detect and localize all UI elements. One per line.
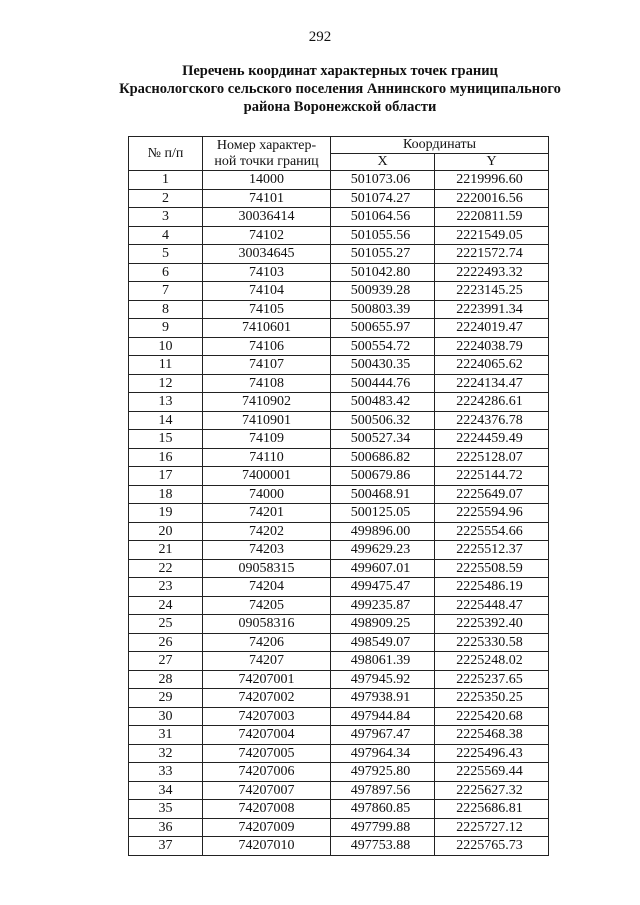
coord-y: 2221549.05 bbox=[435, 226, 549, 245]
coord-y: 2225448.47 bbox=[435, 596, 549, 615]
row-number: 7 bbox=[129, 282, 203, 301]
coord-x: 500803.39 bbox=[331, 300, 435, 319]
coord-y: 2220016.56 bbox=[435, 189, 549, 208]
title-line-1: Перечень координат характерных точек границ bbox=[182, 63, 498, 79]
point-number: 74207008 bbox=[203, 800, 331, 819]
table-row bbox=[129, 245, 549, 264]
coord-y: 2223991.34 bbox=[435, 300, 549, 319]
header-number: № п/п bbox=[129, 137, 203, 171]
table-row bbox=[129, 411, 549, 430]
header-x: X bbox=[331, 154, 435, 171]
coord-x: 500444.76 bbox=[331, 374, 435, 393]
point-number: 74206 bbox=[203, 633, 331, 652]
coord-y: 2225144.72 bbox=[435, 467, 549, 486]
coord-y: 2223145.25 bbox=[435, 282, 549, 301]
table-row bbox=[129, 300, 549, 319]
row-number: 1 bbox=[129, 171, 203, 190]
coord-x: 498061.39 bbox=[331, 652, 435, 671]
row-number: 12 bbox=[129, 374, 203, 393]
coord-x: 500686.82 bbox=[331, 448, 435, 467]
point-number: 7410902 bbox=[203, 393, 331, 412]
row-number: 27 bbox=[129, 652, 203, 671]
table-row bbox=[129, 689, 549, 708]
header-point-line-1: Номер характер- bbox=[216, 137, 317, 153]
coord-y: 2219996.60 bbox=[435, 171, 549, 190]
point-number: 74106 bbox=[203, 337, 331, 356]
coord-y: 2224038.79 bbox=[435, 337, 549, 356]
coordinates-table bbox=[128, 136, 549, 856]
table-row bbox=[129, 522, 549, 541]
row-number: 22 bbox=[129, 559, 203, 578]
point-number: 74107 bbox=[203, 356, 331, 375]
table-row bbox=[129, 189, 549, 208]
row-number: 21 bbox=[129, 541, 203, 560]
row-number: 37 bbox=[129, 837, 203, 856]
coord-x: 497799.88 bbox=[331, 818, 435, 837]
row-number: 36 bbox=[129, 818, 203, 837]
table-header bbox=[129, 137, 549, 171]
coord-y: 2225237.65 bbox=[435, 670, 549, 689]
point-number: 74207005 bbox=[203, 744, 331, 763]
row-number: 25 bbox=[129, 615, 203, 634]
coord-x: 497944.84 bbox=[331, 707, 435, 726]
point-number: 74207 bbox=[203, 652, 331, 671]
point-number: 7400001 bbox=[203, 467, 331, 486]
coord-x: 499607.01 bbox=[331, 559, 435, 578]
coord-y: 2225420.68 bbox=[435, 707, 549, 726]
point-number: 74207001 bbox=[203, 670, 331, 689]
table-row bbox=[129, 430, 549, 449]
coord-x: 497938.91 bbox=[331, 689, 435, 708]
point-number: 74207002 bbox=[203, 689, 331, 708]
header-y: Y bbox=[435, 154, 549, 171]
coord-y: 2221572.74 bbox=[435, 245, 549, 264]
table-row bbox=[129, 448, 549, 467]
coord-x: 497753.88 bbox=[331, 837, 435, 856]
table-row bbox=[129, 652, 549, 671]
row-number: 6 bbox=[129, 263, 203, 282]
coord-x: 501074.27 bbox=[331, 189, 435, 208]
table-row bbox=[129, 504, 549, 523]
row-number: 18 bbox=[129, 485, 203, 504]
point-number: 74104 bbox=[203, 282, 331, 301]
coord-x: 497964.34 bbox=[331, 744, 435, 763]
table-row bbox=[129, 763, 549, 782]
coord-y: 2225765.73 bbox=[435, 837, 549, 856]
coord-y: 2224286.61 bbox=[435, 393, 549, 412]
document-title bbox=[60, 62, 620, 116]
coord-x: 497897.56 bbox=[331, 781, 435, 800]
table-row bbox=[129, 485, 549, 504]
row-number: 2 bbox=[129, 189, 203, 208]
point-number: 74207009 bbox=[203, 818, 331, 837]
row-number: 14 bbox=[129, 411, 203, 430]
coord-x: 500939.28 bbox=[331, 282, 435, 301]
table-row bbox=[129, 393, 549, 412]
coord-y: 2224459.49 bbox=[435, 430, 549, 449]
coord-y: 2225508.59 bbox=[435, 559, 549, 578]
coord-x: 500679.86 bbox=[331, 467, 435, 486]
coord-x: 499629.23 bbox=[331, 541, 435, 560]
coord-y: 2225392.40 bbox=[435, 615, 549, 634]
point-number: 7410601 bbox=[203, 319, 331, 338]
row-number: 8 bbox=[129, 300, 203, 319]
coord-x: 500483.42 bbox=[331, 393, 435, 412]
coord-x: 501073.06 bbox=[331, 171, 435, 190]
coord-y: 2225594.96 bbox=[435, 504, 549, 523]
point-number: 74205 bbox=[203, 596, 331, 615]
point-number: 74202 bbox=[203, 522, 331, 541]
row-number: 35 bbox=[129, 800, 203, 819]
coord-y: 2224065.62 bbox=[435, 356, 549, 375]
coord-y: 2225727.12 bbox=[435, 818, 549, 837]
coord-x: 501064.56 bbox=[331, 208, 435, 227]
table-row bbox=[129, 319, 549, 338]
row-number: 28 bbox=[129, 670, 203, 689]
coord-y: 2225649.07 bbox=[435, 485, 549, 504]
point-number: 30034645 bbox=[203, 245, 331, 264]
point-number: 74109 bbox=[203, 430, 331, 449]
row-number: 10 bbox=[129, 337, 203, 356]
coord-x: 500125.05 bbox=[331, 504, 435, 523]
point-number: 74102 bbox=[203, 226, 331, 245]
coord-x: 500527.34 bbox=[331, 430, 435, 449]
header-point-number bbox=[203, 137, 331, 171]
row-number: 5 bbox=[129, 245, 203, 264]
table-row bbox=[129, 615, 549, 634]
coord-y: 2225496.43 bbox=[435, 744, 549, 763]
coord-x: 501042.80 bbox=[331, 263, 435, 282]
coord-y: 2225128.07 bbox=[435, 448, 549, 467]
coord-y: 2225486.19 bbox=[435, 578, 549, 597]
coord-x: 499475.47 bbox=[331, 578, 435, 597]
point-number: 74110 bbox=[203, 448, 331, 467]
row-number: 34 bbox=[129, 781, 203, 800]
table-row bbox=[129, 837, 549, 856]
table-row bbox=[129, 282, 549, 301]
coord-y: 2225512.37 bbox=[435, 541, 549, 560]
coord-y: 2225569.44 bbox=[435, 763, 549, 782]
coord-x: 500655.97 bbox=[331, 319, 435, 338]
coord-y: 2225468.38 bbox=[435, 726, 549, 745]
table-row bbox=[129, 263, 549, 282]
coord-x: 497925.80 bbox=[331, 763, 435, 782]
coord-x: 499896.00 bbox=[331, 522, 435, 541]
coord-x: 500554.72 bbox=[331, 337, 435, 356]
point-number: 09058315 bbox=[203, 559, 331, 578]
coord-x: 497967.47 bbox=[331, 726, 435, 745]
row-number: 3 bbox=[129, 208, 203, 227]
coord-x: 498909.25 bbox=[331, 615, 435, 634]
table-row bbox=[129, 226, 549, 245]
point-number: 74203 bbox=[203, 541, 331, 560]
table-row bbox=[129, 633, 549, 652]
table-row bbox=[129, 744, 549, 763]
table-row bbox=[129, 541, 549, 560]
point-number: 74103 bbox=[203, 263, 331, 282]
coord-y: 2225350.25 bbox=[435, 689, 549, 708]
row-number: 4 bbox=[129, 226, 203, 245]
table-row bbox=[129, 356, 549, 375]
table-row bbox=[129, 800, 549, 819]
coord-y: 2224376.78 bbox=[435, 411, 549, 430]
title-line-3: района Воронежской области bbox=[243, 99, 437, 115]
point-number: 74207003 bbox=[203, 707, 331, 726]
coord-x: 501055.27 bbox=[331, 245, 435, 264]
coord-x: 500468.91 bbox=[331, 485, 435, 504]
table-row bbox=[129, 596, 549, 615]
row-number: 32 bbox=[129, 744, 203, 763]
coord-x: 497945.92 bbox=[331, 670, 435, 689]
row-number: 23 bbox=[129, 578, 203, 597]
point-number: 30036414 bbox=[203, 208, 331, 227]
point-number: 09058316 bbox=[203, 615, 331, 634]
row-number: 33 bbox=[129, 763, 203, 782]
row-number: 17 bbox=[129, 467, 203, 486]
coord-x: 501055.56 bbox=[331, 226, 435, 245]
point-number: 74207007 bbox=[203, 781, 331, 800]
table-row bbox=[129, 781, 549, 800]
table-row bbox=[129, 337, 549, 356]
table-row bbox=[129, 707, 549, 726]
header-point-line-2: ной точки границ bbox=[214, 153, 319, 169]
row-number: 13 bbox=[129, 393, 203, 412]
row-number: 30 bbox=[129, 707, 203, 726]
point-number: 74207010 bbox=[203, 837, 331, 856]
table-row bbox=[129, 171, 549, 190]
coord-y: 2225248.02 bbox=[435, 652, 549, 671]
point-number: 74105 bbox=[203, 300, 331, 319]
title-line-2: Краснологского сельского поселения Аннинского муниципального bbox=[119, 81, 561, 97]
coord-x: 499235.87 bbox=[331, 596, 435, 615]
point-number: 74204 bbox=[203, 578, 331, 597]
coord-y: 2222493.32 bbox=[435, 263, 549, 282]
coord-x: 500430.35 bbox=[331, 356, 435, 375]
row-number: 20 bbox=[129, 522, 203, 541]
point-number: 74108 bbox=[203, 374, 331, 393]
coord-y: 2224134.47 bbox=[435, 374, 549, 393]
row-number: 11 bbox=[129, 356, 203, 375]
coord-x: 500506.32 bbox=[331, 411, 435, 430]
row-number: 26 bbox=[129, 633, 203, 652]
point-number: 14000 bbox=[203, 171, 331, 190]
row-number: 15 bbox=[129, 430, 203, 449]
coord-y: 2225554.66 bbox=[435, 522, 549, 541]
row-number: 16 bbox=[129, 448, 203, 467]
table-row bbox=[129, 559, 549, 578]
coord-y: 2224019.47 bbox=[435, 319, 549, 338]
table-row bbox=[129, 726, 549, 745]
coord-y: 2225627.32 bbox=[435, 781, 549, 800]
row-number: 29 bbox=[129, 689, 203, 708]
coord-y: 2225330.58 bbox=[435, 633, 549, 652]
table-row bbox=[129, 818, 549, 837]
point-number: 74201 bbox=[203, 504, 331, 523]
row-number: 19 bbox=[129, 504, 203, 523]
row-number: 24 bbox=[129, 596, 203, 615]
table-row bbox=[129, 578, 549, 597]
page-number: 292 bbox=[308, 29, 332, 45]
table-row bbox=[129, 208, 549, 227]
row-number: 31 bbox=[129, 726, 203, 745]
point-number: 74207004 bbox=[203, 726, 331, 745]
table-body bbox=[129, 171, 549, 856]
coord-y: 2220811.59 bbox=[435, 208, 549, 227]
coord-x: 497860.85 bbox=[331, 800, 435, 819]
table-row bbox=[129, 467, 549, 486]
coord-y: 2225686.81 bbox=[435, 800, 549, 819]
point-number: 74000 bbox=[203, 485, 331, 504]
coord-x: 498549.07 bbox=[331, 633, 435, 652]
point-number: 74207006 bbox=[203, 763, 331, 782]
point-number: 74101 bbox=[203, 189, 331, 208]
table-row bbox=[129, 670, 549, 689]
point-number: 7410901 bbox=[203, 411, 331, 430]
row-number: 9 bbox=[129, 319, 203, 338]
table-row bbox=[129, 374, 549, 393]
header-coordinates: Координаты bbox=[331, 137, 549, 154]
